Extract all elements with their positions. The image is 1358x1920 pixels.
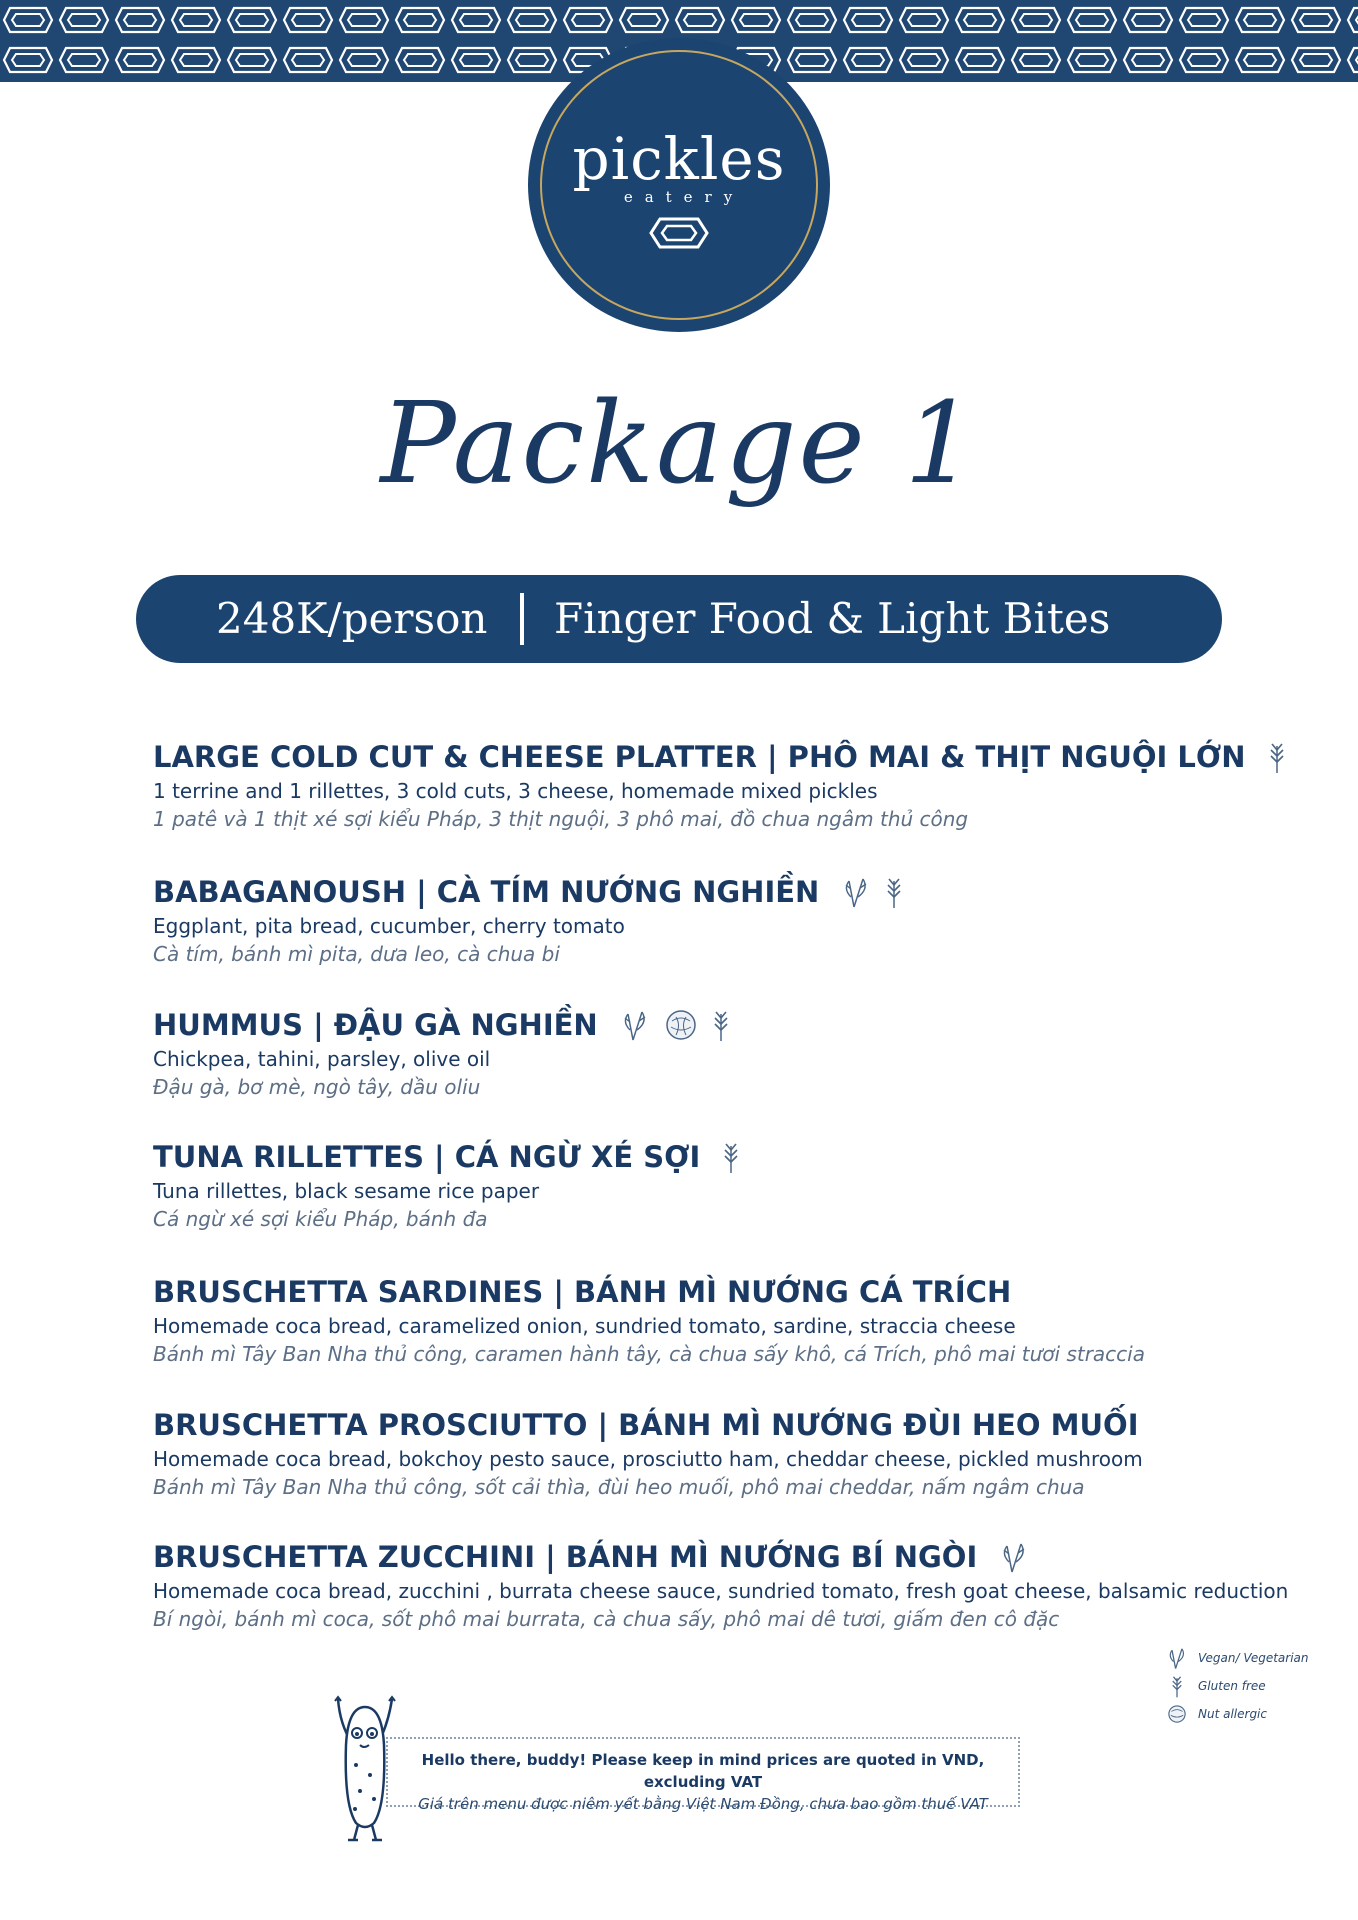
menu-item <box>153 738 1273 833</box>
menu-item-title-text: BABAGANOUSH | CÀ TÍM NƯỚNG NGHIỀN <box>153 875 820 909</box>
banner-divider <box>520 593 524 645</box>
menu-item <box>153 1138 1273 1233</box>
menu-item <box>153 873 1273 968</box>
vegan-icon <box>841 875 871 909</box>
pickle-jar-icon <box>648 216 710 250</box>
legend-vegan-label: Vegan/ Vegetarian <box>1198 1651 1309 1665</box>
menu-item-title-text: BRUSCHETTA PROSCIUTTO | BÁNH MÌ NƯỚNG ĐÙI HEO MUỐI <box>153 1408 1139 1442</box>
vegan-icon <box>620 1008 650 1042</box>
menu-item-description-vn: Đậu gà, bơ mè, ngò tây, dầu oliu <box>153 1075 481 1099</box>
vegan-icon <box>1166 1646 1188 1670</box>
menu-item-description-vn: Cá ngừ xé sợi kiểu Pháp, bánh đa <box>153 1207 488 1231</box>
gluten-free-icon <box>722 1140 740 1174</box>
price-note-en: Hello there, buddy! Please keep in mind prices are quoted in VND, excluding VAT <box>421 1751 985 1791</box>
menu-item-description-vn: Bí ngòi, bánh mì coca, sốt phô mai burrata, cà chua sấy, phô mai dê tươi, giấm đen cô đặc <box>153 1607 1060 1631</box>
banner-description: Finger Food & Light Bites Only <box>554 594 1111 731</box>
brand-name: pickles <box>572 125 786 193</box>
menu-item-description: 1 terrine and 1 rillettes, 3 cold cuts, 3 cheese, homemade mixed pickles <box>153 779 878 803</box>
dietary-legend <box>1166 1644 1309 1728</box>
menu-item-title-text: BRUSCHETTA ZUCCHINI | BÁNH MÌ NƯỚNG BÍ NGÒI <box>153 1540 978 1574</box>
menu-item-description: Homemade coca bread, caramelized onion, sundried tomato, sardine, straccia cheese <box>153 1314 1016 1338</box>
gluten-free-icon <box>712 1008 730 1042</box>
menu-item <box>153 1538 1289 1633</box>
menu-item-description-vn: 1 patê và 1 thịt xé sợi kiểu Pháp, 3 thịt nguội, 3 phô mai, đồ chua ngâm thủ công <box>153 807 969 831</box>
menu-item-title <box>153 1006 1273 1044</box>
gluten-free-icon <box>885 875 903 909</box>
menu-item-description: Homemade coca bread, zucchini , burrata cheese sauce, sundried tomato, fresh goat cheese, balsamic reduction <box>153 1579 1289 1603</box>
dietary-icons <box>841 875 903 909</box>
dietary-icons <box>722 1140 740 1174</box>
gluten-free-icon <box>1166 1674 1188 1698</box>
price-banner <box>136 575 1222 731</box>
brand-tagline: eatery <box>623 188 745 206</box>
menu-item <box>153 1406 1273 1501</box>
menu-item-title <box>153 738 1273 776</box>
brand-logo <box>528 38 830 332</box>
menu-item-description: Tuna rillettes, black sesame rice paper <box>153 1179 540 1203</box>
legend-gluten-free <box>1166 1672 1309 1700</box>
menu-item-title <box>153 1273 1273 1311</box>
dietary-icons <box>1268 740 1286 774</box>
menu-item-description: Chickpea, tahini, parsley, olive oil <box>153 1047 491 1071</box>
vegan-icon <box>999 1540 1029 1574</box>
legend-gluten-free-label: Gluten free <box>1198 1679 1266 1693</box>
legend-vegan <box>1166 1644 1309 1672</box>
legend-nut-label: Nut allergic <box>1198 1707 1267 1721</box>
menu-item-title-text: LARGE COLD CUT & CHEESE PLATTER | PHÔ MAI & THỊT NGUỘI LỚN <box>153 740 1246 774</box>
menu-item-title-text: HUMMUS | ĐẬU GÀ NGHIỀN <box>153 1008 598 1042</box>
nut-icon <box>664 1009 698 1041</box>
menu-item-title <box>153 1138 1273 1176</box>
menu-item-description-vn: Bánh mì Tây Ban Nha thủ công, sốt cải thìa, đùi heo muối, phô mai cheddar, nấm ngâm chua <box>153 1475 1085 1499</box>
page-title: Package 1 <box>380 379 978 509</box>
gluten-free-icon <box>1268 740 1286 774</box>
menu-item-description: Homemade coca bread, bokchoy pesto sauce, prosciutto ham, cheddar cheese, pickled mushroom <box>153 1447 1143 1471</box>
menu-item <box>153 1006 1273 1101</box>
menu-item-title <box>153 1538 1273 1576</box>
nut-icon <box>1166 1704 1188 1724</box>
menu-item-title-text: BRUSCHETTA SARDINES | BÁNH MÌ NƯỚNG CÁ TRÍCH <box>153 1275 1012 1309</box>
menu-item-description: Eggplant, pita bread, cucumber, cherry tomato <box>153 914 625 938</box>
menu-item-title-text: TUNA RILLETTES | CÁ NGỪ XÉ SỢI <box>153 1140 701 1174</box>
banner-price: 248K/person <box>216 594 488 643</box>
dietary-icons <box>999 1540 1029 1574</box>
menu-item-description-vn: Cà tím, bánh mì pita, dưa leo, cà chua bi <box>153 942 560 966</box>
menu-item-title <box>153 1406 1273 1444</box>
price-note <box>386 1737 1020 1813</box>
dietary-icons <box>620 1008 730 1042</box>
legend-nut <box>1166 1700 1309 1728</box>
menu-item <box>153 1273 1273 1368</box>
menu-item-description-vn: Bánh mì Tây Ban Nha thủ công, caramen hành tây, cà chua sấy khô, cá Trích, phô mai tươi straccia <box>153 1342 1145 1366</box>
menu-item-title <box>153 873 1273 911</box>
price-note-vn: Giá trên menu được niêm yết bằng Việt Nam Đồng, chưa bao gồm thuế VAT <box>418 1795 988 1813</box>
